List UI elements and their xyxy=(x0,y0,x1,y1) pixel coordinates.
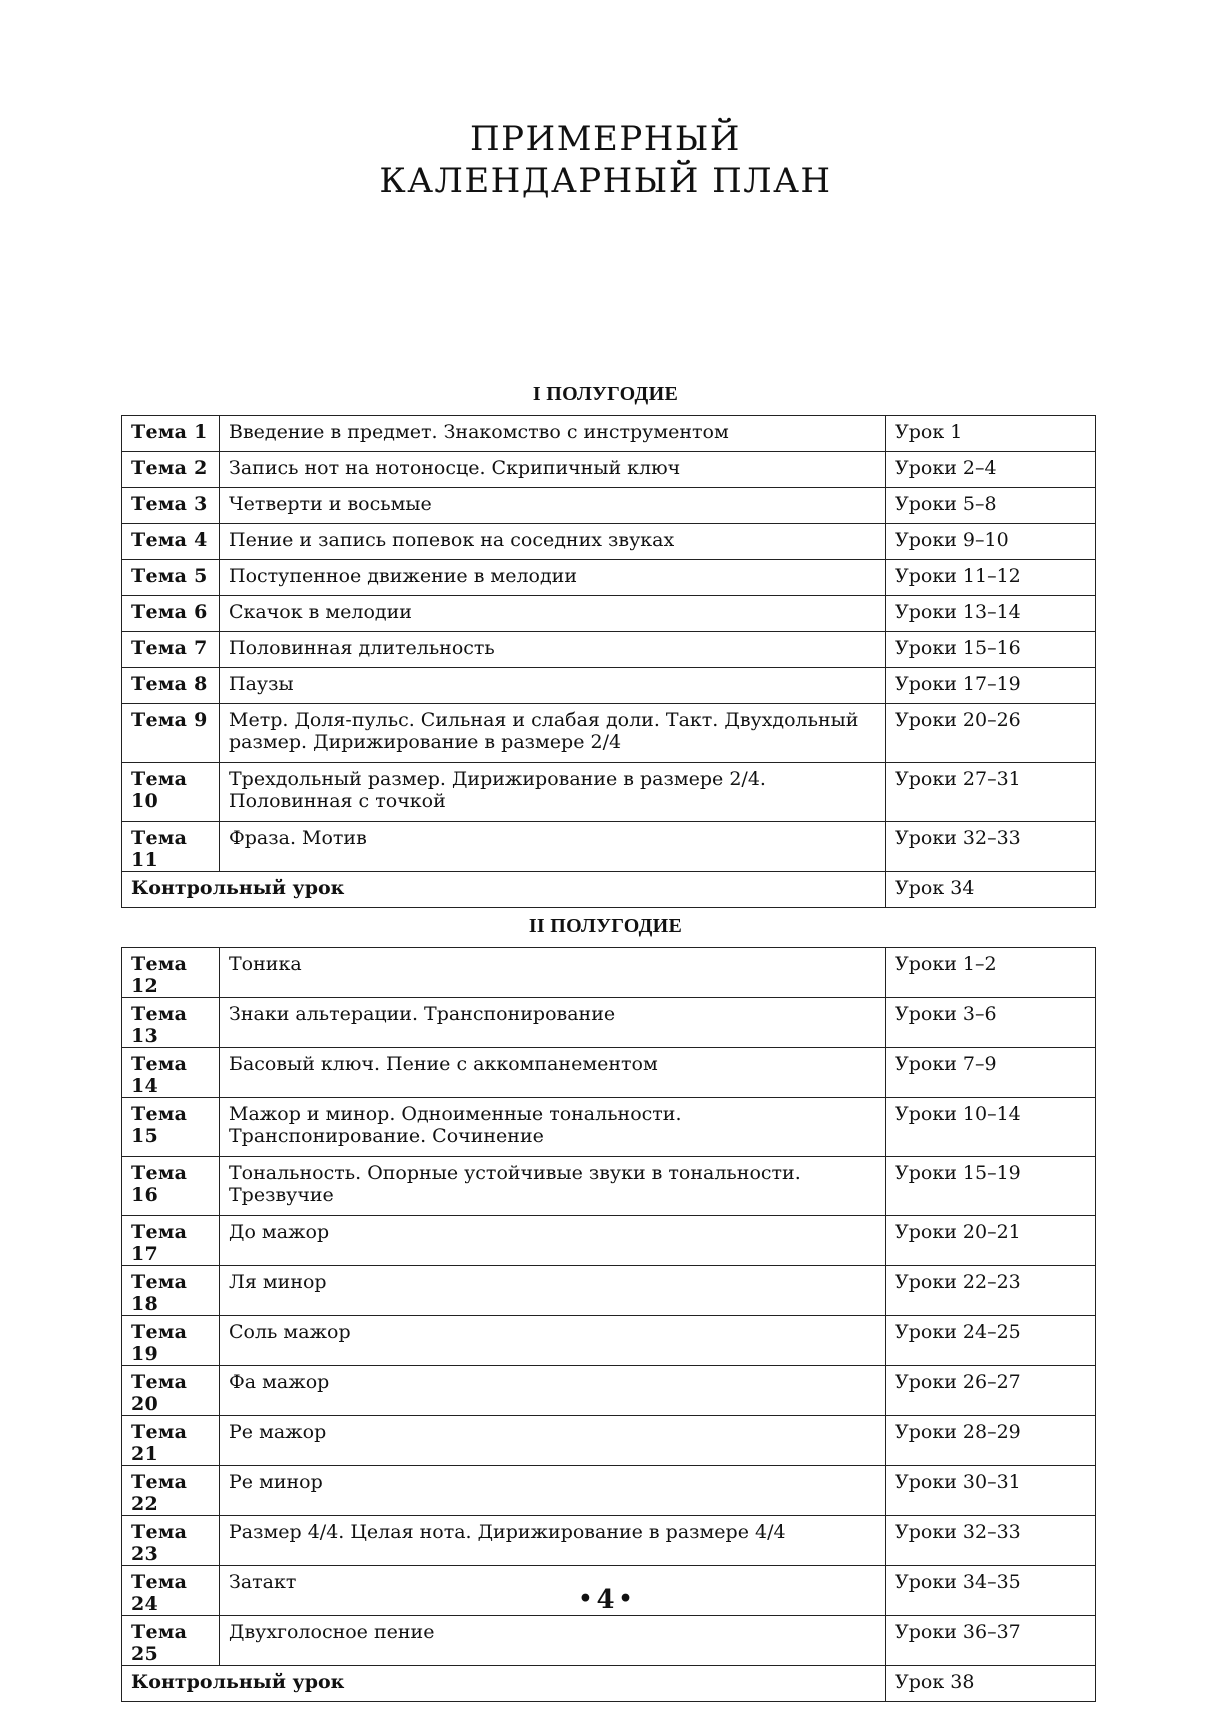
control-lesson-row xyxy=(122,872,1096,908)
topic-label: Тема 15 xyxy=(122,1098,220,1157)
topic-description: Введение в предмет. Знакомство с инструментом xyxy=(220,416,886,452)
topic-description-line: Трехдольный размер. Дирижирование в размере 2/4. xyxy=(229,768,766,790)
table-row xyxy=(122,668,1096,704)
lesson-range: Уроки 17–19 xyxy=(886,668,1096,704)
topic-label: Тема 11 xyxy=(122,822,220,872)
table-row xyxy=(122,1616,1096,1666)
topic-label: Тема 1 xyxy=(122,416,220,452)
lesson-range: Уроки 11–12 xyxy=(886,560,1096,596)
topic-description: Знаки альтерации. Транспонирование xyxy=(220,998,886,1048)
table-row xyxy=(122,1316,1096,1366)
topic-description: Половинная длительность xyxy=(220,632,886,668)
topic-label: Тема 8 xyxy=(122,668,220,704)
lesson-range: Уроки 20–26 xyxy=(886,704,1096,763)
topic-description: Запись нот на нотоносце. Скрипичный ключ xyxy=(220,452,886,488)
control-lesson-number: Урок 34 xyxy=(886,872,1096,908)
topic-description-line: Тональность. Опорные устойчивые звуки в тональности. xyxy=(229,1162,801,1184)
lesson-range: Уроки 27–31 xyxy=(886,763,1096,822)
table-row xyxy=(122,1516,1096,1566)
topic-description: Ре минор xyxy=(220,1466,886,1516)
table-row xyxy=(122,632,1096,668)
section-heading-semester-1: I ПОЛУГОДИЕ xyxy=(532,383,679,405)
topic-label: Тема 25 xyxy=(122,1616,220,1666)
topic-label: Тема 20 xyxy=(122,1366,220,1416)
table-row xyxy=(122,416,1096,452)
table-row xyxy=(122,1216,1096,1266)
page-number: • 4 • xyxy=(578,1585,633,1615)
table-row xyxy=(122,1366,1096,1416)
page-title-line-2: КАЛЕНДАРНЫЙ ПЛАН xyxy=(379,161,832,201)
lesson-range: Уроки 24–25 xyxy=(886,1316,1096,1366)
topic-label: Тема 6 xyxy=(122,596,220,632)
topic-description: Тоника xyxy=(220,948,886,998)
control-lesson-label: Контрольный урок xyxy=(122,1666,886,1702)
lesson-range: Уроки 22–23 xyxy=(886,1266,1096,1316)
topic-label: Тема 17 xyxy=(122,1216,220,1266)
topic-label: Тема 21 xyxy=(122,1416,220,1466)
topic-label: Тема 3 xyxy=(122,488,220,524)
table-row xyxy=(122,763,1096,822)
topic-description: Поступенное движение в мелодии xyxy=(220,560,886,596)
table-row xyxy=(122,560,1096,596)
topic-description: Двухголосное пение xyxy=(220,1616,886,1666)
topic-label: Тема 19 xyxy=(122,1316,220,1366)
topic-label: Тема 14 xyxy=(122,1048,220,1098)
plan-table-semester-1 xyxy=(121,415,1096,908)
topic-description: Ре мажор xyxy=(220,1416,886,1466)
page-title xyxy=(0,118,1211,202)
lesson-range: Уроки 34–35 xyxy=(886,1566,1096,1616)
lesson-range: Уроки 5–8 xyxy=(886,488,1096,524)
page-title-line-1: ПРИМЕРНЫЙ xyxy=(470,119,741,159)
topic-label: Тема 9 xyxy=(122,704,220,763)
topic-description xyxy=(220,763,886,822)
table-row xyxy=(122,1466,1096,1516)
topic-label: Тема 4 xyxy=(122,524,220,560)
topic-description: Размер 4/4. Целая нота. Дирижирование в размере 4/4 xyxy=(220,1516,886,1566)
page-number-value: 4 xyxy=(596,1585,615,1615)
topic-description: Басовый ключ. Пение с аккомпанементом xyxy=(220,1048,886,1098)
table-row xyxy=(122,1098,1096,1157)
topic-description xyxy=(220,704,886,763)
topic-description: До мажор xyxy=(220,1216,886,1266)
table-row xyxy=(122,1416,1096,1466)
topic-description xyxy=(220,1157,886,1216)
topic-label: Тема 2 xyxy=(122,452,220,488)
topic-description: Паузы xyxy=(220,668,886,704)
topic-description: Пение и запись попевок на соседних звуках xyxy=(220,524,886,560)
topic-description-line: размер. Дирижирование в размере 2/4 xyxy=(229,731,622,753)
table-row xyxy=(122,596,1096,632)
topic-label: Тема 24 xyxy=(122,1566,220,1616)
lesson-range: Уроки 20–21 xyxy=(886,1216,1096,1266)
topic-label: Тема 12 xyxy=(122,948,220,998)
topic-description-line: Мажор и минор. Одноименные тональности. xyxy=(229,1103,682,1125)
lesson-range: Уроки 13–14 xyxy=(886,596,1096,632)
topic-label: Тема 7 xyxy=(122,632,220,668)
control-lesson-number: Урок 38 xyxy=(886,1666,1096,1702)
lesson-range: Уроки 28–29 xyxy=(886,1416,1096,1466)
table-row xyxy=(122,488,1096,524)
lesson-range: Уроки 32–33 xyxy=(886,1516,1096,1566)
table-row xyxy=(122,1266,1096,1316)
topic-description-line: Транспонирование. Сочинение xyxy=(229,1125,544,1147)
topic-description: Фа мажор xyxy=(220,1366,886,1416)
topic-label: Тема 5 xyxy=(122,560,220,596)
table-row xyxy=(122,948,1096,998)
lesson-range: Уроки 2–4 xyxy=(886,452,1096,488)
lesson-range: Уроки 26–27 xyxy=(886,1366,1096,1416)
lesson-range: Уроки 32–33 xyxy=(886,822,1096,872)
lesson-range: Уроки 3–6 xyxy=(886,998,1096,1048)
lesson-range: Уроки 30–31 xyxy=(886,1466,1096,1516)
table-row xyxy=(122,452,1096,488)
lesson-range: Уроки 1–2 xyxy=(886,948,1096,998)
topic-description: Затакт xyxy=(220,1566,886,1616)
lesson-range: Уроки 15–16 xyxy=(886,632,1096,668)
control-lesson-row xyxy=(122,1666,1096,1702)
topic-description-line: Метр. Доля-пульс. Сильная и слабая доли. Такт. Двухдольный xyxy=(229,709,859,731)
topic-description: Фраза. Мотив xyxy=(220,822,886,872)
table-row xyxy=(122,1157,1096,1216)
topic-label: Тема 22 xyxy=(122,1466,220,1516)
table-row xyxy=(122,1048,1096,1098)
topic-description-line: Трезвучие xyxy=(229,1184,334,1206)
topic-label: Тема 18 xyxy=(122,1266,220,1316)
lesson-range: Уроки 15–19 xyxy=(886,1157,1096,1216)
topic-label: Тема 16 xyxy=(122,1157,220,1216)
lesson-range: Уроки 9–10 xyxy=(886,524,1096,560)
table-row xyxy=(122,822,1096,872)
topic-description: Скачок в мелодии xyxy=(220,596,886,632)
lesson-range: Уроки 36–37 xyxy=(886,1616,1096,1666)
topic-label: Тема 13 xyxy=(122,998,220,1048)
table-row xyxy=(122,998,1096,1048)
topic-description: Соль мажор xyxy=(220,1316,886,1366)
topic-description: Ля минор xyxy=(220,1266,886,1316)
control-lesson-label: Контрольный урок xyxy=(122,872,886,908)
table-row xyxy=(122,704,1096,763)
topic-description xyxy=(220,1098,886,1157)
topic-description-line: Половинная с точкой xyxy=(229,790,446,812)
topic-description: Четверти и восьмые xyxy=(220,488,886,524)
topic-label: Тема 23 xyxy=(122,1516,220,1566)
lesson-range: Уроки 10–14 xyxy=(886,1098,1096,1157)
table-row xyxy=(122,524,1096,560)
section-heading-semester-2: II ПОЛУГОДИЕ xyxy=(528,915,683,937)
topic-label: Тема 10 xyxy=(122,763,220,822)
lesson-range: Уроки 7–9 xyxy=(886,1048,1096,1098)
lesson-range: Урок 1 xyxy=(886,416,1096,452)
